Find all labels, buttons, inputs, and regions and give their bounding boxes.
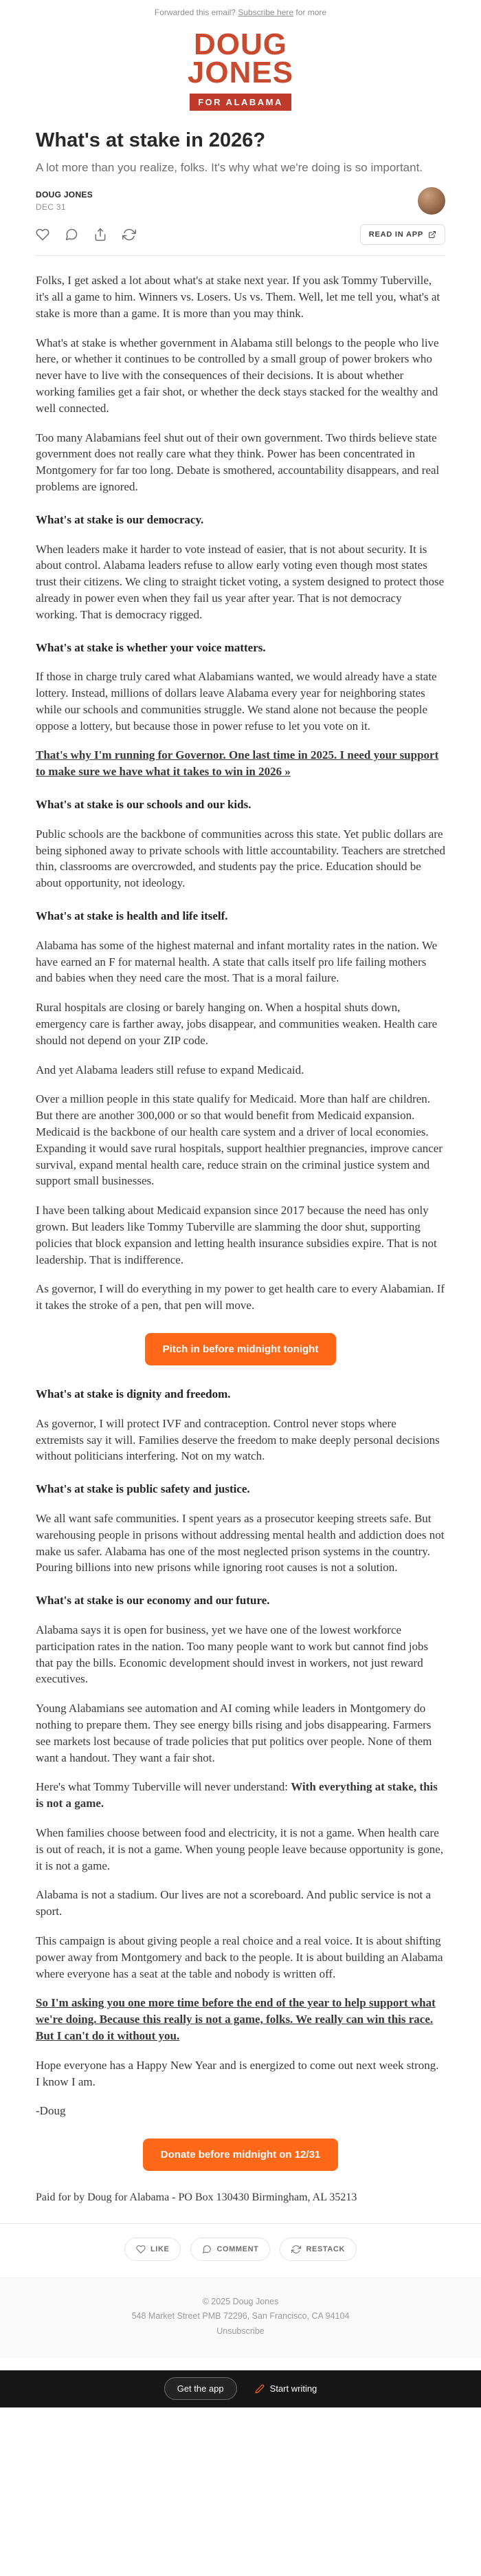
restack-button[interactable] [280, 2238, 357, 2261]
pencil-icon [255, 2384, 265, 2394]
body-paragraph: When leaders make it harder to vote instead of easier, that is not about security. It is about control. Alabama leaders refuse to allow early voting even though most states trust their citizens. We cling to straight ticket voting, a system designed to protect those already in power even when they fail us year after year. That is not democracy working. That is democracy rigged. [36, 542, 445, 621]
get-app-button[interactable]: Get the app [164, 2377, 237, 2400]
author-name[interactable]: DOUG JONES [36, 190, 93, 200]
body-paragraph: I have been talking about Medicaid expansion since 2017 because the need has only grown. But leaders like Tommy Tuberville are slamming the door shut, supporting policies that block expansion and letting health insurance subsidies expire. That is not leadership. That is indifference. [36, 1204, 437, 1266]
section-heading: What's at stake is public safety and justice. [36, 1482, 250, 1496]
body-paragraph: As governor, I will do everything in my power to get health care to every Alabamian. If it takes the stroke of a pen, that pen will move. [36, 1282, 445, 1312]
body-paragraph: Young Alabamians see automation and AI coming while leaders in Montgomery do nothing to prepare them. They see energy bills rising and jobs disappearing. Farmers see markets lost because of trade policies that put politics over people. None of them want a handout. They want a fair shot. [36, 1702, 432, 1764]
bold-text-run: With everything at stake, this is not a game. [36, 1780, 438, 1810]
like-button[interactable] [124, 2238, 181, 2261]
author-avatar[interactable] [418, 187, 445, 215]
share-icon[interactable] [93, 228, 107, 241]
body-paragraph: This campaign is about giving people a real choice and a real voice. It is about shifting power away from Montgomery and back to the people. It is about building an Alabama where everyone has a seat at the table and nobody is written off. [36, 1934, 443, 1980]
forward-notice [0, 0, 481, 22]
app-promo-bar [0, 2370, 481, 2407]
post-content [0, 129, 481, 2204]
start-writing-button[interactable] [255, 2383, 317, 2394]
like-label: LIKE [150, 2245, 170, 2254]
text-run: Here's what Tommy Tuberville will never understand: [36, 1780, 291, 1794]
forward-notice-prefix: Forwarded this email? [154, 8, 236, 17]
restack-icon[interactable] [122, 228, 136, 241]
section-heading: What's at stake is health and life itself. [36, 909, 228, 923]
subscribe-here-link[interactable]: Subscribe here [238, 8, 294, 17]
start-writing-label: Start writing [269, 2383, 317, 2394]
external-link-icon [428, 230, 436, 239]
body-paragraph: Public schools are the backbone of communities across this state. Yet public dollars are being siphoned away to private schools with little accountability. Teachers are stretched thin, classrooms are overcrowded, and students pay the price. Education should be about opportunity, not ideology. [36, 827, 445, 890]
post-action-icons [36, 228, 136, 241]
body-paragraph: If those in charge truly cared what Alabamians wanted, we would already have a state lottery. Instead, millions of dollars leave Alabama every year for neighboring states while our schools and communities struggle. We stand alone not because the people oppose a lottery, but because those in power refuse to let you vote on it. [36, 670, 437, 733]
body-paragraph: Alabama has some of the highest maternal and infant mortality rates in the nation. We have earned an F for maternal health. A state that calls itself pro life failing mothers and babies when they need care the most. That is a moral failure. [36, 938, 438, 985]
logo-line-doug: DOUG [194, 28, 287, 61]
body-paragraph: Folks, I get asked a lot about what's at stake next year. If you ask Tommy Tuberville, it's all a game to him. Winners vs. Losers. Us vs. Them. Well, let me tell you, what's at stake is more than a game. It is more than you may think. [36, 274, 440, 320]
forward-notice-suffix: for more [295, 8, 327, 17]
body-paragraph: Too many Alabamians feel shut out of their own government. Two thirds believe state government does not really care what they think. Power has been concentrated in Montgomery for far too long. Debate is smothered, accountability disappears, and real problems are ignored. [36, 431, 440, 493]
heart-icon [136, 2244, 146, 2254]
body-paragraph: And yet Alabama leaders still refuse to expand Medicaid. [36, 1063, 304, 1076]
post-title: What's at stake in 2026? [36, 129, 266, 151]
comment-icon [202, 2244, 212, 2254]
section-heading: What's at stake is dignity and freedom. [36, 1387, 231, 1400]
body-paragraph: What's at stake is whether government in Alabama still belongs to the people who live here, or whether it continues to be controlled by a small group of power brokers who never have to live with the consequences of their decisions. It is about whether working families get a fair shot, or whether the deck stays stacked for the wealthy and well connected. [36, 336, 439, 415]
email-footer [0, 2277, 481, 2358]
restack-label: RESTACK [306, 2245, 346, 2254]
copyright-text: © 2025 Doug Jones [202, 2297, 279, 2307]
body-paragraph: -Doug [36, 2104, 66, 2118]
body-paragraph: Hope everyone has a Happy New Year and is energized to come out next week strong. I know I am. [36, 2058, 439, 2088]
cta-button-row [36, 1333, 445, 1365]
comment-icon[interactable] [65, 228, 78, 241]
donate-button[interactable]: Donate before midnight on 12/31 [143, 2139, 339, 2171]
body-paragraph: Alabama is not a stadium. Our lives are not a scoreboard. And public service is not a sport. [36, 1888, 432, 1918]
post-actions-bar [36, 224, 445, 256]
heart-icon[interactable] [36, 228, 49, 241]
section-heading: What's at stake is our schools and our kids. [36, 798, 251, 812]
post-body [36, 256, 445, 2171]
social-actions-row [0, 2223, 481, 2277]
cta-button-row [36, 2139, 445, 2171]
read-in-app-label: READ IN APP [368, 230, 423, 239]
logo-line-jones: JONES [187, 56, 294, 90]
body-paragraph: When families choose between food and electricity, it is not a game. When health care is out of reach, it is not a game. When young people leave because opportunity is gone, it is not a game. [36, 1826, 444, 1872]
publisher-address: 548 Market Street PMB 72296, San Francisco, CA 94104 [131, 2311, 350, 2321]
body-paragraph: As governor, I will protect IVF and contraception. Control never stops where extremists say it will. Families deserve the freedom to make deeply personal decisions without politicians interfering. Not on my watch. [36, 1416, 440, 1463]
comment-button[interactable] [190, 2238, 270, 2261]
section-heading: What's at stake is whether your voice matters. [36, 640, 266, 654]
pitch-in-button[interactable]: Pitch in before midnight tonight [145, 1333, 337, 1365]
logo-banner-for-alabama: FOR ALABAMA [190, 94, 291, 111]
byline-text [36, 190, 93, 212]
comment-label: COMMENT [216, 2245, 259, 2254]
post-date: DEC 31 [36, 202, 66, 213]
post-subtitle: A lot more than you realize, folks. It's why what we're doing is so important. [36, 160, 423, 174]
restack-icon [291, 2244, 301, 2254]
body-paragraph [36, 1779, 445, 1812]
body-paragraph: Rural hospitals are closing or barely hanging on. When a hospital shuts down, emergency care is farther away, jobs disappear, and communities weaken. Health care should not depend on your ZIP code. [36, 1001, 438, 1047]
unsubscribe-link[interactable]: Unsubscribe [216, 2326, 265, 2336]
read-in-app-button[interactable] [360, 224, 445, 245]
body-paragraph: Alabama says it is open for business, yet we have one of the lowest workforce participation rates in the nation. Too many people want to work but cannot find jobs that pay the bills. Economic development should invest in workers, not just reward executives. [36, 1623, 429, 1686]
inline-text-link[interactable]: That's why I'm running for Governor. One last time in 2025. I need your support to make sure we have what it takes to win in 2026 » [36, 748, 439, 779]
section-heading: What's at stake is our economy and our future. [36, 1594, 270, 1608]
byline [36, 187, 445, 215]
body-paragraph: We all want safe communities. I spent years as a prosecutor keeping streets safe. But warehousing people in prisons without addressing mental health and addiction does not make us safer. Alabama has one of the most neglected prison systems in the country. Pouring billions into new prisons while ignoring root causes is not a solution. [36, 1511, 445, 1574]
body-paragraph: Over a million people in this state qualify for Medicaid. More than half are children. But there are another 300,000 or so that would benefit from Medicaid expansion. Medicaid is the backbone of our health care system and a driver of local economies. Expanding it would save rural hospitals, support healthier pregnancies, improve cancer survival, expand mental health care, reduce strain on the criminal justice system and support small businesses. [36, 1092, 443, 1188]
inline-text-link[interactable]: So I'm asking you one more time before the end of the year to help support what we're doing. Because this really is not a game, folks. We really can win this race. But I can't do it without you. [36, 1996, 436, 2042]
paid-for-disclaimer: Paid for by Doug for Alabama - PO Box 130430 Birmingham, AL 35213 [36, 2191, 357, 2204]
campaign-logo[interactable] [0, 22, 481, 112]
section-heading: What's at stake is our democracy. [36, 512, 204, 526]
